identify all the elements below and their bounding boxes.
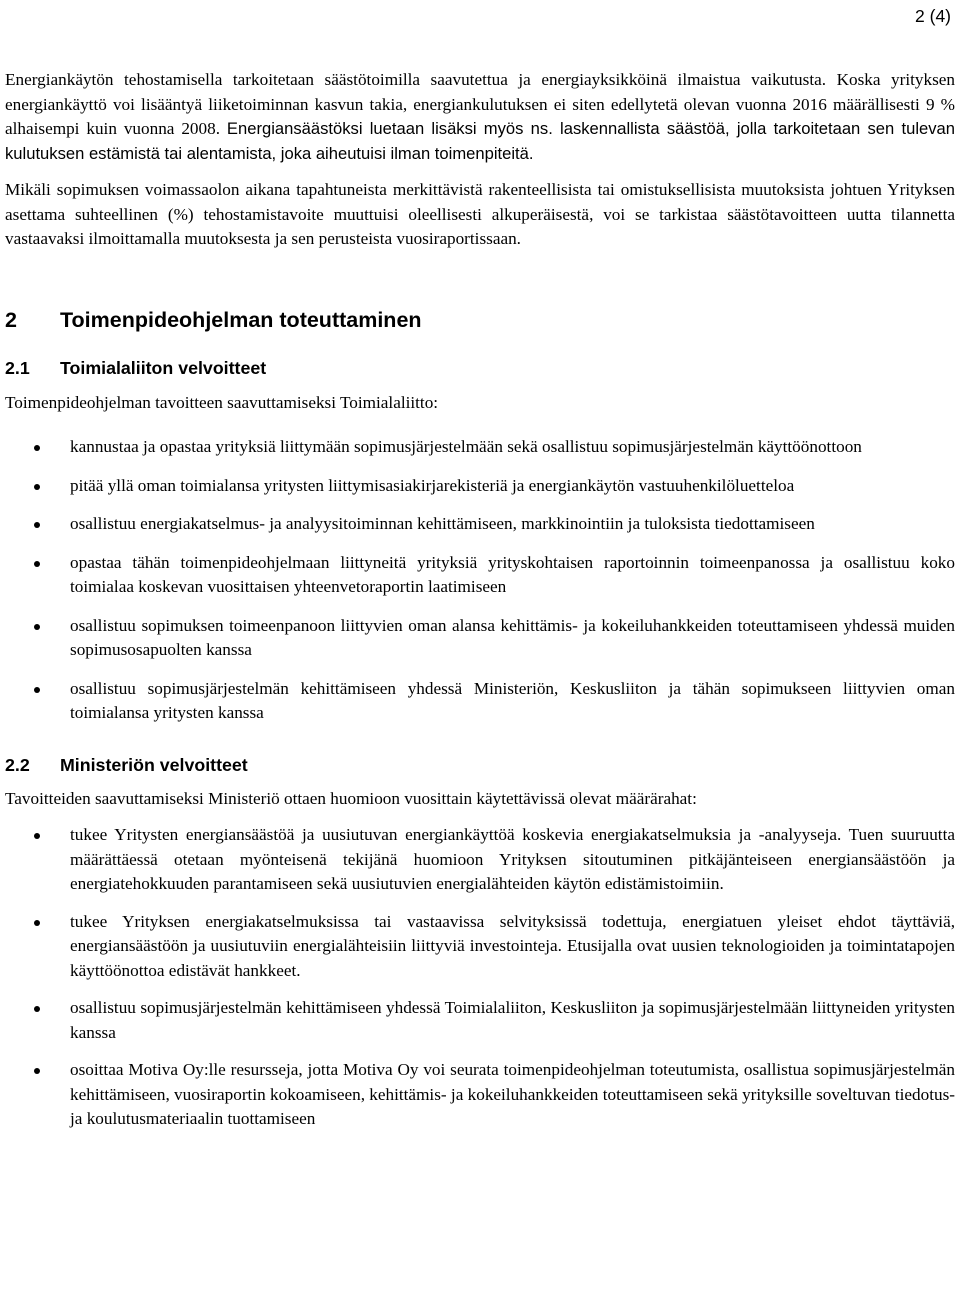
section-2-2-list (5, 823, 955, 1132)
document-body (5, 68, 955, 1132)
list-item-text: kannustaa ja opastaa yrityksiä liittymään sopimusjärjestelmään sekä osallistuu sopimusjärjestelmän käyttöönottoon (70, 437, 862, 456)
list-item (5, 551, 955, 600)
bullet-icon (34, 624, 40, 630)
intro-paragraph-2: Mikäli sopimuksen voimassaolon aikana tapahtuneista merkittävistä rakenteellisista tai omistuksellisista muutoksista johtuen Yrityksen asettama suhteellinen (%) tehostamistavoite muuttuisi oleellisesti alkuperäisestä, voi se tarkistaa säästötavoitteen uutta tilannetta vastaavaksi ilmoittamalla muutoksesta ja sen perusteista vuosiraportissaan. (5, 180, 955, 248)
list-item (5, 512, 955, 537)
list-item (5, 1058, 955, 1132)
list-item-text: osallistuu sopimusjärjestelmän kehittämiseen yhdessä Toimialaliiton, Keskusliiton ja sopimusjärjestelmään liittyneiden yritysten kanssa (70, 998, 955, 1042)
list-item-text: tukee Yrityksen energiakatselmuksissa tai vastaavissa selvityksissä todettuja, energiatuen yleiset ehdot täyttäviä, energiansäästöön ja uusiutuviin energialähteisiin liittyviä investointeja. Etusijalla ovat uusien teknologioiden ja toimintatapojen käyttöönottoa edistävät hankkeet. (70, 911, 955, 980)
bullet-icon (34, 1068, 40, 1074)
list-item-text: pitää yllä oman toimialansa yritysten liittymisasiakirjarekisteriä ja energiankäytön vastuuhenkilöluetteloa (70, 475, 795, 495)
list-item (5, 996, 955, 1045)
list-item (5, 614, 955, 663)
list-item-text: osallistuu sopimusjärjestelmän kehittämiseen yhdessä Ministeriön, Keskusliiton ja tähän sopimukseen liittyvien oman toimialansa yritysten kanssa (70, 678, 955, 722)
list-item-text: osallistuu sopimuksen toimeenpanoon liittyvien oman alansa kehittämis- ja kokeiluhankkeiden toteuttamiseen yhdessä muiden sopimusosapuolten kanssa (70, 615, 955, 659)
bullet-icon (34, 522, 40, 528)
section-2-2-heading (5, 752, 955, 778)
bullet-icon (34, 561, 40, 567)
bullet-icon (34, 445, 40, 451)
list-item (5, 823, 955, 897)
list-item (5, 474, 955, 499)
section-2-2-title: Ministeriön velvoitteet (60, 754, 248, 775)
bullet-icon (34, 920, 40, 926)
intro-paragraph-1-serif: Energiankäytön tehostamisella tarkoitetaan säästötoimilla saavutettua ja energiayksikköinä ilmaistua vaikutusta. Koska yrityksen energiankäyttö voi lisääntyä liiketoiminnan kasvun takia, energiankulutuksen ei siten edellytetä olevan vuonna 2016 määrällisesti 9 % alhaisempi kuin vuonna 2008. (5, 70, 955, 138)
bullet-icon (34, 687, 40, 693)
section-2-1-number: 2.1 (5, 357, 30, 378)
section-2-2-number: 2.2 (5, 754, 30, 775)
section-2-1-heading (5, 355, 955, 381)
bullet-icon (34, 833, 40, 839)
page-number: 2 (4) (915, 6, 951, 26)
section-2-1-list (5, 435, 955, 726)
section-2-heading (5, 305, 955, 335)
list-item-text: opastaa tähän toimenpideohjelmaan liittyneitä yrityksiä yrityskohtaisen raportoinnin toimeenpanossa ja osallistuu koko toimialaa koskevan vuosittaisen yhteenvetoraportin laatimiseen (70, 552, 955, 596)
intro-paragraph-1-sans: Energiansäästöksi luetaan lisäksi myös ns. laskennallista säästöä, jolla tarkoitetaan sen tulevan kulutuksen estämistä tai alentamista, joka aiheutuisi ilman toimenpiteitä. (5, 119, 955, 163)
list-item-text: osoittaa Motiva Oy:lle resursseja, jotta Motiva Oy voi seurata toimenpideohjelman toteutumista, osallistua sopimusjärjestelmän kehittämiseen, vuosiraportin kokoamiseen, kehittämis- ja kokeiluhankkeiden toteuttamiseen sekä yrityksille soveltuvan tiedotus- ja koulutusmateriaalin tuottamiseen (70, 1060, 955, 1128)
list-item (5, 435, 955, 460)
section-2-number: 2 (5, 307, 17, 332)
section-2-title: Toimenpideohjelman toteuttaminen (60, 307, 422, 332)
intro-paragraph-1 (5, 68, 955, 166)
bullet-icon (34, 484, 40, 490)
section-2-2-intro: Tavoitteiden saavuttamiseksi Ministeriö ottaen huomioon vuosittain käytettävissä olevat määrärahat: (5, 788, 697, 808)
list-item (5, 910, 955, 984)
section-2-1-intro: Toimenpideohjelman tavoitteen saavuttamiseksi Toimialaliitto: (5, 392, 439, 412)
list-item-text: osallistuu energiakatselmus- ja analyysitoiminnan kehittämiseen, markkinointiin ja tuloksista tiedottamiseen (70, 514, 815, 533)
section-2-1-title: Toimialaliiton velvoitteet (60, 357, 267, 378)
list-item-text: tukee Yritysten energiansäästöä ja uusiutuvan energiankäyttöä koskevia energiakatselmuksia ja -analyyseja. Tuen suuruutta määrättäessä otetaan myönteisenä tekijänä huomioon Yrityksen sitoutuminen pitkäjänteiseen energiansäästöön ja energiatehokkuuden parantamiseen sekä uusiutuvien energialähteiden käytön edistämistoimiin. (70, 825, 955, 893)
bullet-icon (34, 1006, 40, 1012)
list-item (5, 677, 955, 726)
